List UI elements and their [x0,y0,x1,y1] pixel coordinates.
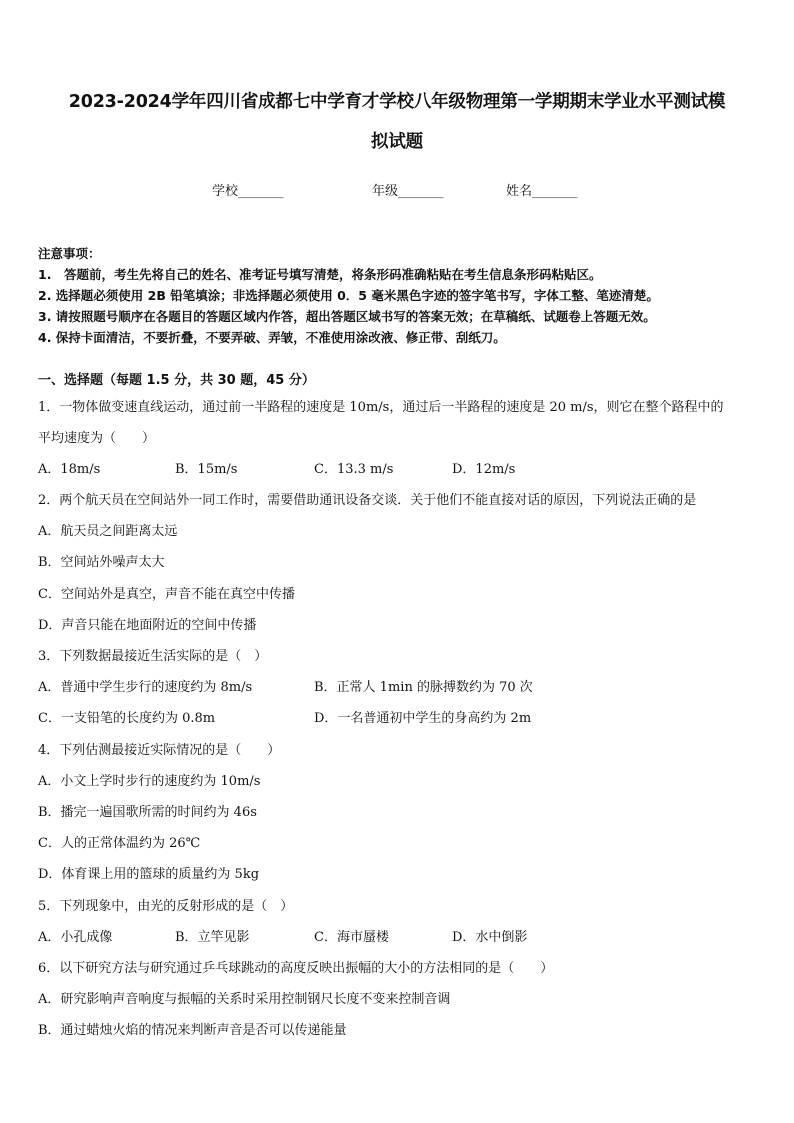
q5-option-b: B．立竿见影 [175,930,250,945]
q3-option-c: C．一支铅笔的长度约为 0.8m [38,711,216,726]
q2-option-c: C．空间站外是真空，声音不能在真空中传播 [38,587,295,602]
exam-title-line-2: 拟试题 [371,132,423,152]
q4-option-a: A．小文上学时步行的速度约为 10m/s [38,774,261,789]
q6-stem: 6．以下研究方法与研究通过乒乓球跳动的高度反映出振幅的大小的方法相同的是（ ） [38,961,554,976]
q3-stem: 3．下列数据最接近生活实际的是（ ） [38,649,268,664]
q2-stem: 2．两个航天员在空间站外一同工作时，需要借助通讯设备交谈．关于他们不能直接对话的原因，下列说法正确的是 [38,493,697,508]
q2-option-d: D．声音只能在地面附近的空间中传播 [38,618,257,633]
q1-option-c: C．13.3 m/s [314,462,394,477]
q4-stem: 4．下列估测最接近实际情况的是（ ） [38,743,281,758]
q3-option-b: B．正常人 1min 的脉搏数约为 70 次 [314,680,533,695]
q4-option-c: C．人的正常体温约为 26℃ [38,836,201,851]
notice-heading: 注意事项： [38,246,101,261]
q3-option-a: A．普通中学生步行的速度约为 8m/s [38,680,253,695]
q5-option-c: C．海市蜃楼 [314,930,389,945]
q5-option-d: D．水中倒影 [452,930,528,945]
section-heading: 一、选择题（每题 1.5 分，共 30 题，45 分） [38,373,315,388]
q6-option-a: A．研究影响声音响度与振幅的关系时采用控制钢尺长度不变来控制音调 [38,992,451,1007]
school-field: 学校_______ [212,184,284,199]
q5-option-a: A．小孔成像 [38,930,113,945]
q2-option-a: A．航天员之间距离太远 [38,524,178,539]
notice-item-4: 4. 保持卡面清洁，不要折叠，不要弄破、弄皱，不准使用涂改液、修正带、刮纸刀。 [38,330,506,345]
name-field: 姓名_______ [506,184,578,199]
notice-item-2: 2. 选择题必须使用 2B 铅笔填涂；非选择题必须使用 0．5 毫米黑色字迹的签字笔书写，字体工整、笔迹清楚。 [38,288,659,303]
q2-option-b: B．空间站外噪声太大 [38,555,165,570]
notice-item-1: 1. 答题前，考生先将自己的姓名、准考证号填写清楚，将条形码准确粘贴在考生信息条形码粘贴区。 [38,267,602,282]
q4-option-d: D．体育课上用的篮球的质量约为 5kg [38,867,260,882]
q1-option-a: A．18m/s [38,462,101,477]
q5-stem: 5．下列现象中，由光的反射形成的是（ ） [38,899,294,914]
q6-option-b: B．通过蜡烛火焰的情况来判断声音是否可以传递能量 [38,1023,347,1038]
grade-field: 年级_______ [372,184,444,199]
exam-title-line-1: 2023-2024学年四川省成都七中学育才学校八年级物理第一学期期末学业水平测试模 [68,92,726,112]
q1-option-b: B．15m/s [175,462,238,477]
q3-option-d: D．一名普通初中学生的身高约为 2m [314,711,532,726]
q1-stem-line-1: 1．一物体做变速直线运动，通过前一半路程的速度是 10m/s，通过后一半路程的速度是 20 m/s，则它在整个路程中的 [38,400,724,415]
q1-option-d: D．12m/s [452,462,516,477]
q4-option-b: B．播完一遍国歌所需的时间约为 46s [38,805,257,820]
notice-item-3: 3. 请按照题号顺序在各题目的答题区域内作答，超出答题区域书写的答案无效；在草稿纸、试题卷上答题无效。 [38,309,656,324]
q1-stem-line-2: 平均速度为（ ） [38,431,156,446]
